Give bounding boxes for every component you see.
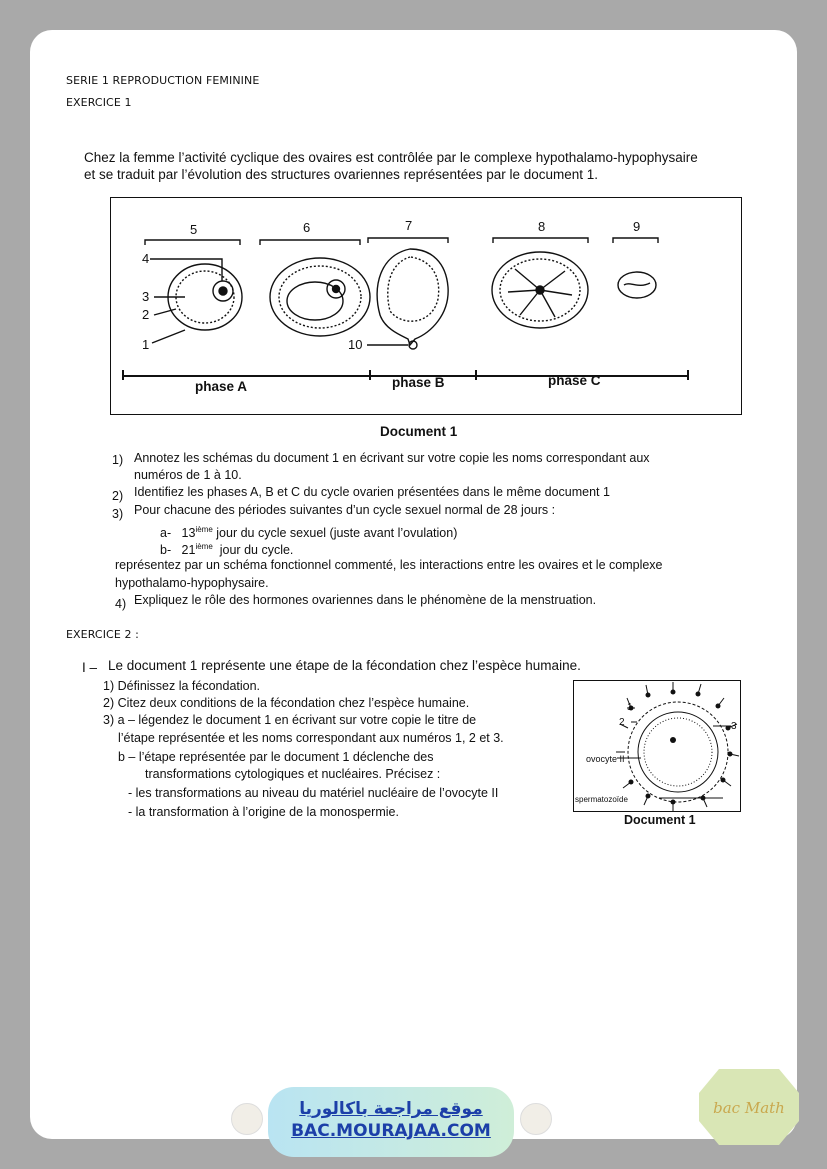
q3a-superscript: ième [195, 525, 213, 534]
fig1-num-6: 6 [303, 220, 311, 235]
fig2-label-3: 3 [731, 721, 737, 732]
q3b-superscript: ième [195, 542, 213, 551]
site-url-link[interactable]: BAC.MOURAJAA.COM [291, 1121, 491, 1141]
fig2-label-2: 2 [619, 717, 625, 728]
q4-text: Expliquez le rôle des hormones ovariennes dans le phénomène de la menstruation. [134, 593, 597, 607]
fig1-num-1: 1 [142, 337, 150, 352]
q3-text: Pour chacune des périodes suivantes d’un cycle sexuel normal de 28 jours : [134, 503, 556, 517]
q3b-text: jour du cycle. [219, 543, 294, 558]
q4-number: 4) [115, 597, 127, 611]
q3-continuation2: hypothalamo-hypophysaire. [115, 576, 269, 590]
ex2-q3a-line2: l’étape représentée et les noms correspondant aux numéros 1, 2 et 3. [118, 731, 504, 745]
q2-text: Identifiez les phases A, B et C du cycle ovarien présentées dans le même document 1 [134, 485, 610, 499]
site-badge[interactable] [268, 1087, 514, 1157]
fig1-num-4: 4 [142, 251, 150, 266]
ex2-q3a-line1: 3) a – légendez le document 1 en écrivant sur votre copie le titre de [103, 713, 477, 727]
document1-caption: Document 1 [380, 424, 458, 439]
ex2-q1: 1) Définissez la fécondation. [103, 679, 261, 693]
fig2-label-1: 1 [627, 702, 633, 713]
ex2-bullet1: - les transformations au niveau du matériel nucléaire de l’ovocyte II [128, 786, 499, 800]
q1-line2: numéros de 1 à 10. [134, 468, 242, 482]
series-title: SERIE 1 REPRODUCTION FEMININE [66, 74, 260, 87]
fig1-num-5: 5 [190, 222, 198, 237]
q3b-line [160, 542, 293, 557]
fig2-sperm-label: spermatozoïde [575, 795, 628, 804]
ex2-bullet2: - la transformation à l’origine de la monospermie. [128, 805, 399, 819]
timeline-tick [475, 370, 477, 380]
site-logo-icon [520, 1103, 552, 1135]
q1-number: 1) [112, 453, 124, 467]
ex1-intro-line1: Chez la femme l’activité cyclique des ovaires est contrôlée par le complexe hypothalamo-hypophysaire [84, 150, 698, 165]
fig1-num-9: 9 [633, 219, 641, 234]
phase-c-label: phase C [548, 373, 601, 388]
timeline-tick [369, 370, 371, 380]
q3a-number: 13 [181, 526, 196, 541]
q3-continuation1: représentez par un schéma fonctionnel commenté, les interactions entre les ovaires et le complexe [115, 558, 663, 572]
bac-math-text: bac Math [713, 1099, 785, 1117]
ex2-q2: 2) Citez deux conditions de la fécondation chez l’espèce humaine. [103, 696, 470, 710]
fig2-oocyte-label: ovocyte II [586, 754, 625, 764]
phase-a-label: phase A [195, 379, 248, 394]
fig1-num-10: 10 [348, 337, 363, 352]
q3-number: 3) [112, 507, 124, 521]
ex2-q3b-line1: b – l’étape représentée par le document 1 déclenche des [118, 750, 434, 764]
ex1-intro-line2: et se traduit par l’évolution des structures ovariennes représentées par le document 1. [84, 167, 599, 182]
timeline-tick [122, 370, 124, 380]
fig1-num-3: 3 [142, 289, 150, 304]
exercise1-title: EXERCICE 1 [66, 96, 132, 109]
ex2-part-text: Le document 1 représente une étape de la fécondation chez l’espèce humaine. [108, 658, 581, 673]
fig1-num-2: 2 [142, 307, 150, 322]
q3b-label: b- [160, 543, 172, 558]
q2-number: 2) [112, 489, 124, 503]
fertilization-drawing [573, 680, 741, 812]
fig1-num-8: 8 [538, 219, 546, 234]
ex2-q3b-line2: transformations cytologiques et nucléaires. Précisez : [145, 767, 441, 781]
ex2-part-label: I – [82, 660, 98, 675]
site-logo-icon [231, 1103, 263, 1135]
q1-line1: Annotez les schémas du document 1 en écrivant sur votre copie les noms correspondant aux [134, 451, 650, 465]
arabic-site-link[interactable]: موقع مراجعة باكالوريا [299, 1099, 483, 1119]
q3b-number: 21 [181, 543, 196, 558]
q3a-label: a- [160, 526, 172, 541]
fertilization-caption: Document 1 [624, 813, 696, 827]
timeline-tick [687, 370, 689, 380]
phase-b-label: phase B [392, 375, 445, 390]
bac-math-logo [697, 1067, 801, 1147]
q3a-text: jour du cycle sexuel (juste avant l’ovulation) [216, 526, 458, 541]
exercise2-title: EXERCICE 2 : [66, 628, 139, 641]
fig1-num-7: 7 [405, 218, 413, 233]
q3a-line [160, 525, 457, 540]
